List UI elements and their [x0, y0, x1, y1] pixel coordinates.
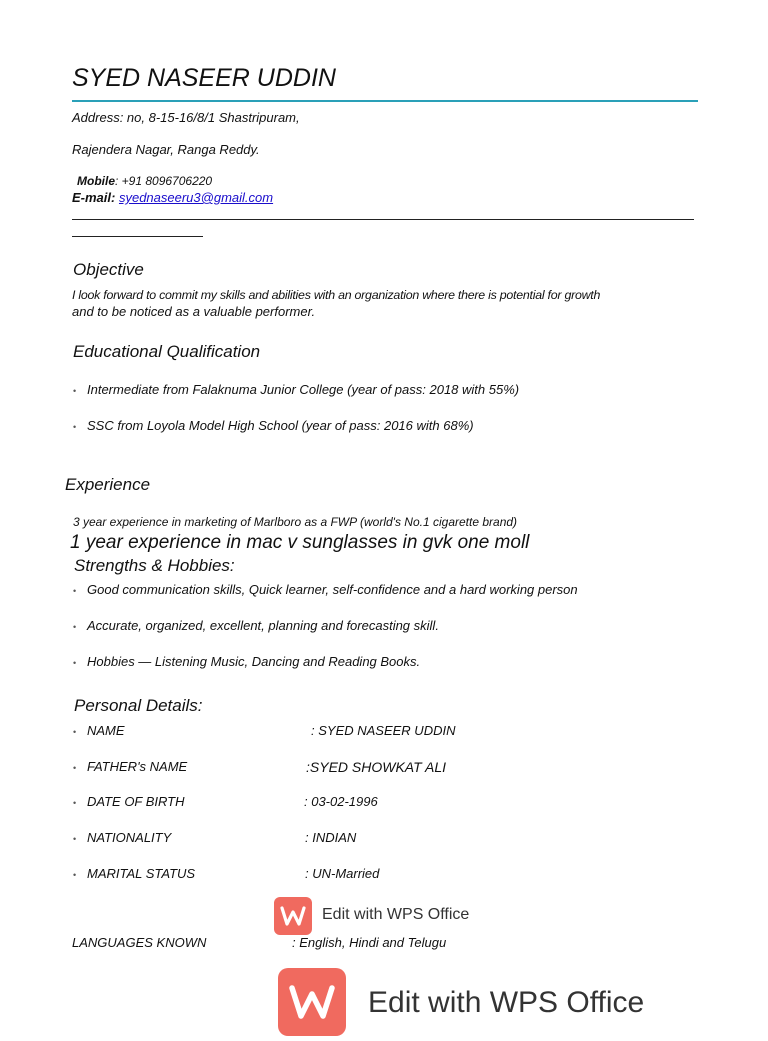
email-label: E-mail:: [72, 190, 116, 205]
languages-label: LANGUAGES KNOWN: [72, 935, 207, 950]
wps-logo-icon: [274, 897, 312, 935]
personal-value-father: :SYED SHOWKAT ALI: [306, 759, 447, 775]
strengths-item-1: Good communication skills, Quick learner, self-confidence and a hard working person: [87, 582, 578, 597]
email-line: [72, 190, 273, 205]
strengths-heading: Strengths & Hobbies:: [74, 556, 235, 575]
strengths-item-3: Hobbies — Listening Music, Dancing and Reading Books.: [87, 654, 421, 669]
experience-line-1: 3 year experience in marketing of Marlboro as a FWP (world's No.1 cigarette brand): [73, 515, 518, 529]
email-link[interactable]: syednaseeru3@gmail.com: [118, 190, 274, 205]
wps-watermark-text: Edit with WPS Office: [368, 986, 645, 1019]
personal-value-dob: : 03-02-1996: [304, 794, 378, 809]
header-divider: [72, 100, 698, 102]
personal-label-nationality: NATIONALITY: [87, 830, 172, 845]
bullet-icon: •: [73, 834, 77, 844]
education-heading: Educational Qualification: [73, 342, 261, 361]
personal-value-nationality: : INDIAN: [305, 830, 357, 845]
experience-heading: Experience: [65, 475, 151, 494]
personal-value-name: : SYED NASEER UDDIN: [311, 723, 456, 738]
wps-logo-icon: [278, 968, 346, 1036]
wps-watermark-small[interactable]: [274, 897, 484, 935]
personal-label-dob: DATE OF BIRTH: [87, 794, 185, 809]
bullet-icon: •: [73, 658, 77, 668]
languages-value: : English, Hindi and Telugu: [292, 935, 447, 950]
education-item-2: SSC from Loyola Model High School (year of pass: 2016 with 68%): [87, 418, 474, 433]
mobile-label: Mobile: [77, 174, 115, 188]
wps-watermark-large[interactable]: [278, 968, 678, 1024]
personal-label-name: NAME: [87, 723, 125, 738]
personal-label-marital: MARITAL STATUS: [87, 866, 196, 881]
address-line-2: Rajendera Nagar, Ranga Reddy.: [72, 142, 260, 157]
contact-divider-short: [72, 236, 203, 237]
personal-label-father: FATHER's NAME: [87, 759, 188, 774]
bullet-icon: •: [73, 622, 77, 632]
bullet-icon: •: [73, 422, 77, 432]
objective-heading: Objective: [73, 260, 144, 279]
mobile-line: [77, 174, 212, 188]
address-line-1: Address: no, 8-15-16/8/1 Shastripuram,: [72, 110, 300, 125]
personal-heading: Personal Details:: [74, 696, 203, 715]
resume-name-title: SYED NASEER UDDIN: [72, 64, 336, 92]
bullet-icon: •: [73, 586, 77, 596]
bullet-icon: •: [73, 798, 77, 808]
wps-watermark-text: Edit with WPS Office: [322, 906, 470, 923]
mobile-value: : +91 8096706220: [115, 174, 213, 188]
bullet-icon: •: [73, 763, 77, 773]
objective-line-2: and to be noticed as a valuable performer.: [72, 304, 316, 319]
experience-line-2: 1 year experience in mac v sunglasses in gvk one moll: [70, 532, 530, 553]
bullet-icon: •: [73, 727, 77, 737]
contact-divider: [72, 219, 694, 220]
strengths-item-2: Accurate, organized, excellent, planning and forecasting skill.: [87, 618, 439, 633]
personal-value-marital: : UN-Married: [305, 866, 380, 881]
bullet-icon: •: [73, 870, 77, 880]
objective-line-1: I look forward to commit my skills and abilities with an organization where there is potential for growth: [72, 288, 601, 302]
education-item-1: Intermediate from Falaknuma Junior College (year of pass: 2018 with 55%): [87, 382, 520, 397]
bullet-icon: •: [73, 386, 77, 396]
